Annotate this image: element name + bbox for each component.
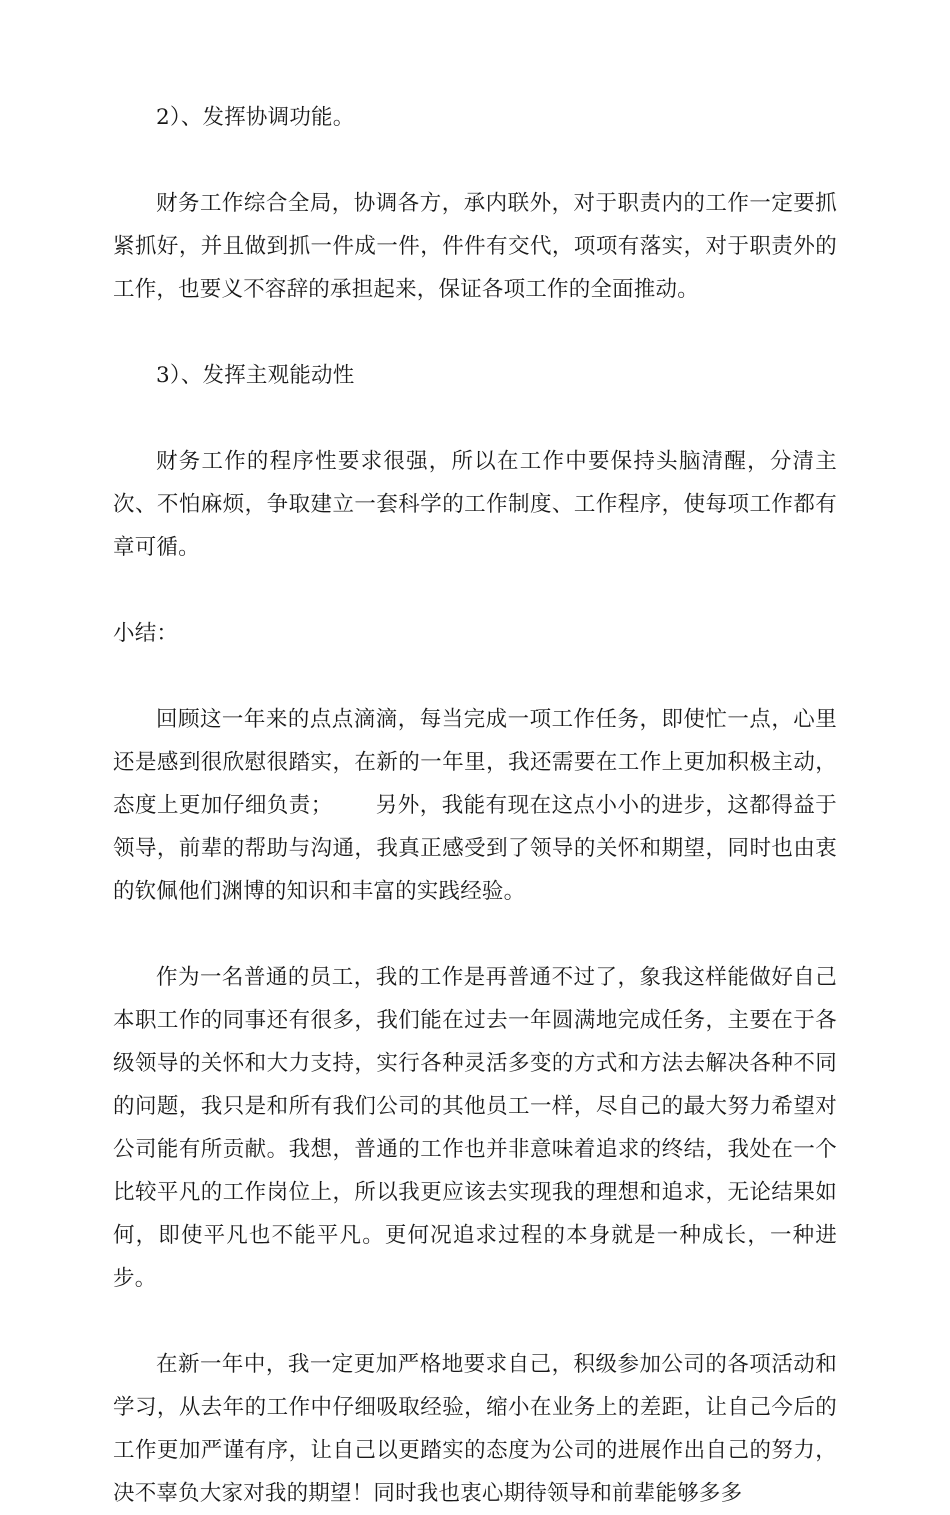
paragraph-spacer — [113, 569, 837, 612]
paragraph-spacer — [113, 139, 837, 182]
paragraph-ordinary-employee: 作为一名普通的员工，我的工作是再普通不过了，象我这样能做好自己本职工作的同事还有很多，我们能在过去一年圆满地完成任务，主要在于各级领导的关怀和大力支持，实行各种灵活多变的方式和方法去解决各种不同的问题，我只是和所有我们公司的其他员工一样，尽自己的最大努力希望对公司能有所贡献。我想，普通的工作也并非意味着追求的终结，我处在一个比较平凡的工作岗位上，所以我更应该去实现我的理想和追求，无论结果如何，即使平凡也不能平凡。更何况追求过程的本身就是一种成长，一种进步。 — [113, 965, 837, 1291]
paragraph-review-part1: 回顾这一年来的点点滴滴，每当完成一项工作任务，即使忙一点，心里还是感到很欣慰很踏实，在新的一年里，我还需要在工作上更加积极主动，态度上更加仔细负责； — [113, 707, 837, 818]
section-title-summary: 小结： — [113, 621, 179, 646]
paragraph-new-year-resolution: 在新一年中，我一定更加严格地要求自己，积级参加公司的各项活动和学习，从去年的工作中仔细吸取经验，缩小在业务上的差距，让自己今后的工作更加严谨有序，让自己以更踏实的态度为公司的进展作出自己的努力，决不辜负大家对我的期望！同时我也衷心期待领导和前辈能够多多 — [113, 1352, 837, 1506]
paragraph-review-part2: 另外，我能有现在这点小小的进步，这都得益于领导，前辈的帮助与沟通，我真正感受到了领导的关怀和期望，同时也由衷的钦佩他们渊博的知识和丰富的实践经验。 — [113, 793, 837, 904]
paragraph-coordination: 财务工作综合全局，协调各方，承内联外，对于职责内的工作一定要抓紧抓好，并且做到抓一件成一件，件件有交代，项项有落实，对于职责外的工作，也要义不容辞的承担起来，保证各项工作的全面推动。 — [113, 191, 837, 302]
paragraph-initiative: 财务工作的程序性要求很强，所以在工作中要保持头脑清醒，分清主次、不怕麻烦，争取建立一套科学的工作制度、工作程序，使每项工作都有章可循。 — [113, 449, 837, 560]
paragraph-spacer — [113, 397, 837, 440]
paragraph-spacer — [113, 1300, 837, 1343]
list-heading-3: 3）、发挥主观能动性 — [156, 363, 355, 388]
paragraph-spacer — [113, 913, 837, 956]
paragraph-spacer — [113, 655, 837, 698]
paragraph-spacer — [113, 311, 837, 354]
list-heading-2: 2）、发挥协调功能。 — [156, 105, 355, 130]
document-text-body — [113, 96, 837, 1515]
paragraph-review — [113, 698, 837, 913]
